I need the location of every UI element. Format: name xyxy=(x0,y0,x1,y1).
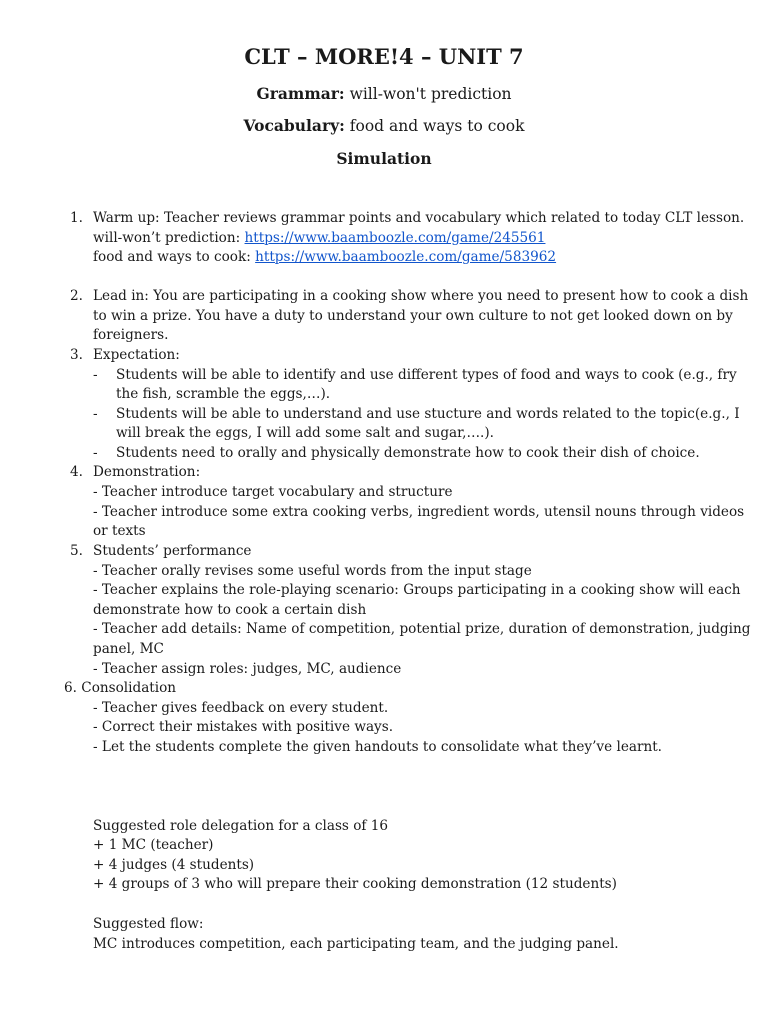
text-line xyxy=(93,699,388,718)
line-text: will-won’t prediction: xyxy=(93,230,245,246)
text-line xyxy=(93,581,741,600)
text-line xyxy=(93,463,200,482)
line-text: foreigners. xyxy=(93,327,169,343)
text-line xyxy=(116,385,330,404)
line-text: Students will be able to identify and use different types of food and ways to cook (e.g., fry xyxy=(116,367,737,383)
line-text: - Correct their mistakes with positive ways. xyxy=(93,719,394,735)
line-text: panel, MC xyxy=(93,641,164,657)
game-link[interactable]: https://www.baamboozle.com/game/245561 xyxy=(244,230,546,246)
list-marker: - xyxy=(93,445,98,461)
text-line xyxy=(93,915,204,934)
text-line xyxy=(116,444,700,463)
line-text: + 1 MC (teacher) xyxy=(93,837,214,853)
text-line xyxy=(116,405,740,424)
line-text: - Teacher gives feedback on every student. xyxy=(93,700,389,716)
line-text: Students’ performance xyxy=(93,543,252,559)
text-line xyxy=(93,601,366,620)
grammar-label: Grammar: xyxy=(256,84,345,103)
line-text: Suggested flow: xyxy=(93,916,204,932)
activity-mode: Simulation xyxy=(336,149,432,168)
list-marker: 3. xyxy=(70,347,83,363)
vocab-label: Vocabulary: xyxy=(243,116,345,135)
text-line xyxy=(93,935,619,954)
text-line xyxy=(93,522,146,541)
line-text: - Teacher orally revises some useful words from the input stage xyxy=(93,563,532,579)
list-marker: 4. xyxy=(70,464,83,480)
line-text: to win a prize. You have a duty to understand your own culture to not get looked down on by xyxy=(93,308,733,324)
text-line xyxy=(93,326,168,345)
text-line xyxy=(93,875,617,894)
line-text: - Teacher add details: Name of competition, potential prize, duration of demonstration, judging xyxy=(93,621,751,637)
list-marker: - xyxy=(93,406,98,422)
text-line xyxy=(116,424,494,443)
text-line xyxy=(93,718,393,737)
line-text: - Teacher explains the role-playing scenario: Groups participating in a cooking show will each xyxy=(93,582,741,598)
text-line xyxy=(93,248,556,267)
text-line xyxy=(93,620,750,639)
line-text: the fish, scramble the eggs,…). xyxy=(116,386,331,402)
line-text: - Let the students complete the given handouts to consolidate what they’ve learnt. xyxy=(93,739,662,755)
line-text: Lead in: You are participating in a cooking show where you need to present how to cook a dish xyxy=(93,288,749,304)
text-line xyxy=(93,738,662,757)
text-line xyxy=(93,209,744,228)
text-line xyxy=(93,836,213,855)
line-text: Expectation: xyxy=(93,347,180,363)
list-marker: - xyxy=(93,367,98,383)
text-line xyxy=(93,229,545,248)
line-text: Demonstration: xyxy=(93,464,201,480)
text-line xyxy=(93,542,251,561)
line-text: demonstrate how to cook a certain dish xyxy=(93,602,367,618)
line-text: - Teacher assign roles: judges, MC, audience xyxy=(93,661,402,677)
text-line xyxy=(93,817,388,836)
line-text: - Teacher introduce target vocabulary and structure xyxy=(93,484,453,500)
text-line xyxy=(93,483,453,502)
line-text: will break the eggs, I will add some salt and sugar,….). xyxy=(116,425,494,441)
text-line xyxy=(116,366,737,385)
text-line xyxy=(93,640,164,659)
text-line xyxy=(64,679,176,698)
doc-title: CLT – MORE!4 – UNIT 7 xyxy=(244,44,524,69)
list-marker: 1. xyxy=(70,210,83,226)
line-text: or texts xyxy=(93,523,146,539)
line-text: + 4 judges (4 students) xyxy=(93,857,255,873)
line-text: food and ways to cook: xyxy=(93,249,256,265)
line-text: Warm up: Teacher reviews grammar points and vocabulary which related to today CLT lesson. xyxy=(93,210,745,226)
text-line xyxy=(93,856,254,875)
grammar-line xyxy=(0,84,768,103)
line-text: Suggested role delegation for a class of 16 xyxy=(93,818,389,834)
line-text: - Teacher introduce some extra cooking verbs, ingredient words, utensil nouns through videos xyxy=(93,504,745,520)
line-text: Students will be able to understand and use stucture and words related to the topic(e.g., I xyxy=(116,406,740,422)
grammar-value: will-won't prediction xyxy=(344,85,512,103)
text-line xyxy=(93,503,744,522)
list-marker: 5. xyxy=(70,543,83,559)
line-text: + 4 groups of 3 who will prepare their cooking demonstration (12 students) xyxy=(93,876,617,892)
text-line xyxy=(93,562,532,581)
list-marker: 2. xyxy=(70,288,83,304)
line-text: 6. Consolidation xyxy=(64,680,177,696)
line-text: MC introduces competition, each participating team, and the judging panel. xyxy=(93,936,619,952)
line-text: Students need to orally and physically demonstrate how to cook their dish of choice. xyxy=(116,445,700,461)
vocabulary-line xyxy=(0,116,768,135)
vocab-value: food and ways to cook xyxy=(344,117,525,135)
text-line xyxy=(93,660,401,679)
text-line xyxy=(93,346,180,365)
game-link[interactable]: https://www.baamboozle.com/game/583962 xyxy=(255,249,557,265)
text-line xyxy=(93,307,733,326)
text-line xyxy=(93,287,748,306)
